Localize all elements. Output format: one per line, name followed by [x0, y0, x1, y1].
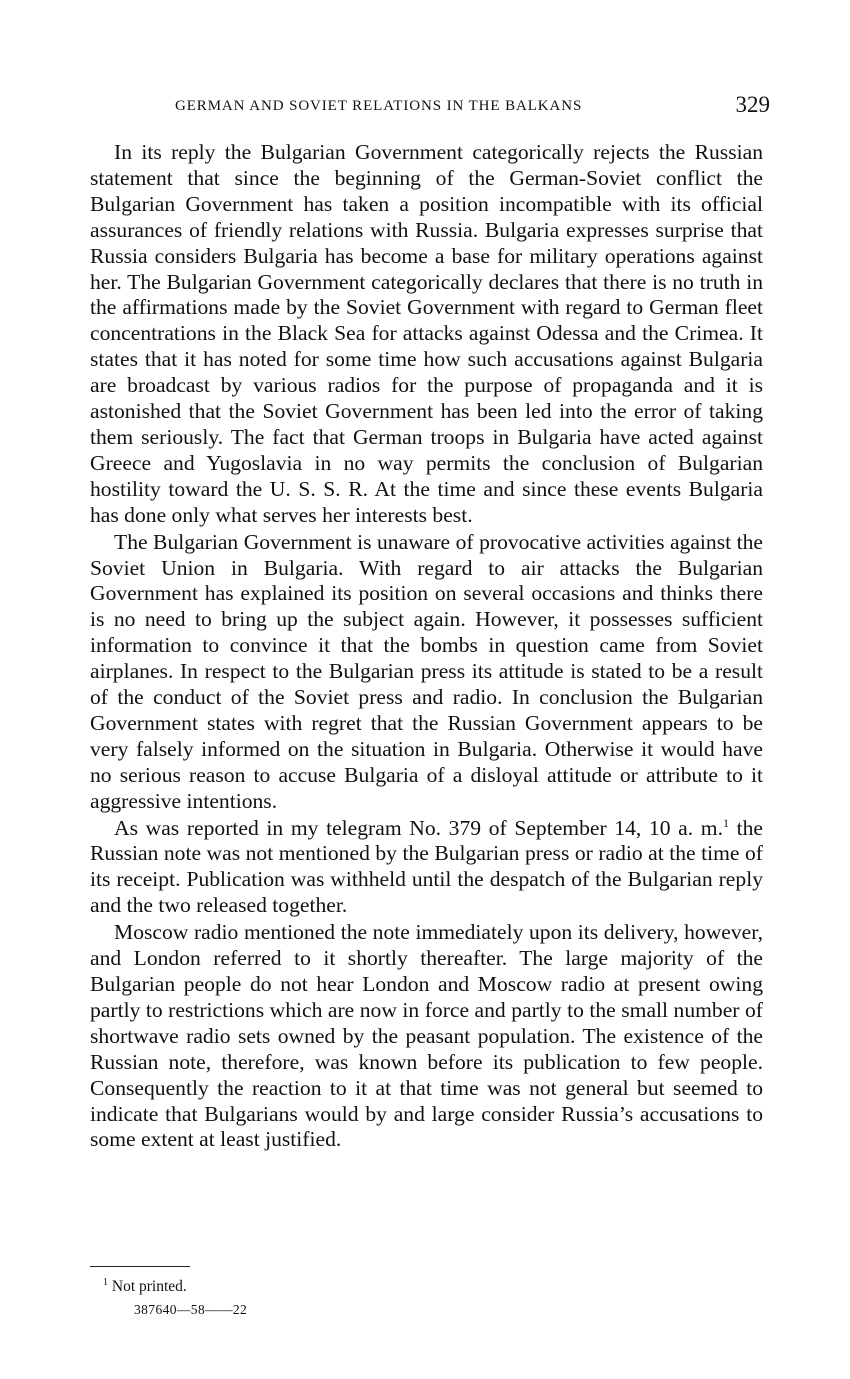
paragraph-3-text-start: As was reported in my telegram No. 379 of September 14, 10 a. m. — [114, 815, 723, 840]
footnote-text: Not printed. — [111, 1278, 187, 1295]
footnote-reference: 1 — [722, 815, 729, 830]
page-number: 329 — [735, 92, 770, 117]
footnote-marker: 1 — [103, 1277, 108, 1288]
running-title: GERMAN AND SOVIET RELATIONS IN THE BALKANS — [175, 98, 583, 114]
printer-mark: 387640—58——22 — [134, 1302, 248, 1317]
paragraph-3-text-end: the Russian note was not mentioned by the Bulgarian press or radio at the time of its receipt. Publication was withheld until the despatch of the Bulgarian reply and the two released together. — [90, 815, 764, 918]
paragraph-4: Moscow radio mentioned the note immediately upon its delivery, however, and London referred to it shortly thereafter. The large majority of the Bulgarian people do not hear London and Moscow radio at present owing partly to restrictions which are now in force and partly to the small number of shortwave radio sets owned by the peasant population. The existence of the Russian note, therefore, was known before its publication to few people. Consequently the reaction to it at that time was not general but seemed to indicate that Bulgarians would by and large consider Russia’s accusations to some extent at least justified. — [90, 920, 763, 1152]
running-head — [90, 92, 770, 122]
body-text — [90, 140, 763, 1153]
paragraph-2: The Bulgarian Government is unaware of provocative activities against the Soviet Union in Bulgaria. With regard to air attacks the Bulgarian Government has explained its position on several occasions and thinks there is no need to bring up the subject again. However, it possesses sufficient information to convince it that the bombs in question came from Soviet airplanes. In respect to the Bulgarian press its attitude is stated to be a result of the conduct of the Soviet press and radio. In conclusion the Bulgarian Government states with regret that the Russian Government appears to be very falsely informed on the situation in Bulgaria. Otherwise it would have no serious reason to accuse Bulgaria of a disloyal attitude or attribute to it aggressive intentions. — [90, 529, 763, 813]
footnote-divider — [90, 1266, 190, 1267]
footnote — [103, 1278, 187, 1296]
paragraph-3 — [90, 816, 763, 920]
paragraph-1: In its reply the Bulgarian Government categorically rejects the Russian statement that since the beginning of the German-Soviet conflict the Bulgarian Government has taken a position incompatible with its official assurances of friendly relations with Russia. Bulgaria expresses surprise that Russia considers Bulgaria has become a base for military operations against her. The Bulgarian Government categorically declares that there is no truth in the affirmations made by the Soviet Government with regard to German fleet concentrations in the Black Sea for attacks against Odessa and the Crimea. It states that it has noted for some time how such accusations against Bulgaria are broadcast by various radios for the purpose of propaganda and it is astonished that the Soviet Government has been led into the error of taking them seriously. The fact that German troops in Bulgaria have acted against Greece and Yugoslavia in no way permits the conclusion of Bulgarian hostility toward the U. S. S. R. At the time and since these events Bulgaria has done only what serves her interests best. — [90, 140, 763, 527]
